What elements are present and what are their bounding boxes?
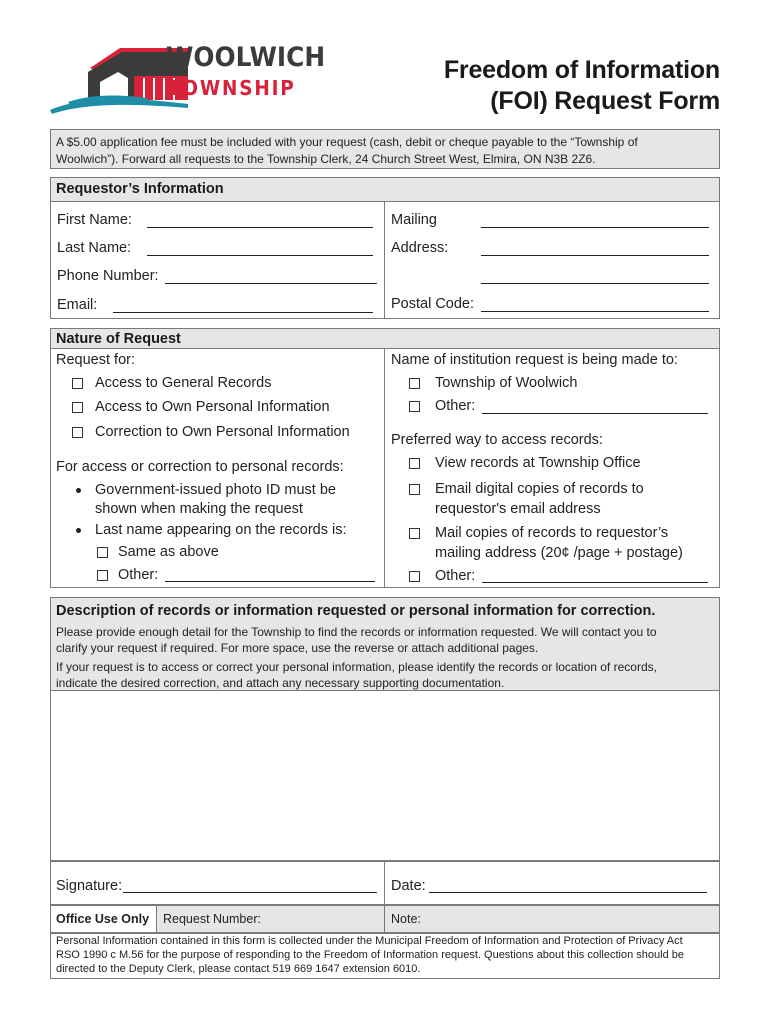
privacy-line3: directed to the Deputy Clerk, please contact 519 669 1647 extension 6010. [56, 963, 421, 975]
column-divider [384, 906, 385, 932]
last-name-on-records: Last name appearing on the records is: [95, 522, 347, 538]
description-heading-bar [51, 598, 719, 691]
institution-township: Township of Woolwich [435, 375, 578, 391]
office-use-label-cell [51, 906, 157, 932]
postal-code-label: Postal Code: [391, 296, 475, 312]
fee-notice-line2: Woolwich”). Forward all requests to the Township Clerk, 24 Church Street West, Elmira, ON N3B 2Z6. [56, 152, 596, 166]
signature-label: Signature: [56, 878, 123, 894]
phone-label: Phone Number: [57, 268, 159, 284]
signature-field[interactable] [123, 892, 377, 893]
checkbox-same-as-above[interactable] [97, 547, 108, 558]
preferred-other-field[interactable] [482, 582, 708, 583]
checkbox-institution-other[interactable] [409, 401, 420, 412]
fee-notice-line1: A $5.00 application fee must be included with your request (cash, debit or cheque payable to the “Township of [56, 135, 638, 149]
description-p2-line1: If your request is to access or correct your personal information, please identify the records or location of records, [56, 660, 657, 674]
phone-field[interactable] [165, 283, 377, 284]
option-general-records: Access to General Records [95, 375, 272, 391]
last-name-label: Last Name: [57, 240, 132, 256]
mailing-address-field-2[interactable] [481, 255, 709, 256]
photo-id-line1: Government-issued photo ID must be [95, 482, 336, 498]
privacy-line1: Personal Information contained in this form is collected under the Municipal Freedom of Information and Protection of Privacy Act [56, 935, 683, 947]
preferred-heading: Preferred way to access records: [391, 432, 603, 448]
checkbox-email-copies[interactable] [409, 484, 420, 495]
nature-heading: Nature of Request [56, 331, 181, 347]
last-name-field[interactable] [147, 255, 373, 256]
logo-township-text: TOWNSHIP [168, 76, 296, 100]
checkbox-mail-copies[interactable] [409, 528, 420, 539]
logo-woolwich-text: WOOLWICH [166, 42, 326, 73]
preferred-other-label: Other: [435, 568, 476, 584]
signature-row [50, 861, 720, 905]
office-use-label: Office Use Only [56, 912, 150, 926]
bullet-icon [76, 528, 81, 533]
institution-heading: Name of institution request is being made to: [391, 352, 678, 368]
checkbox-township-woolwich[interactable] [409, 378, 420, 389]
date-label: Date: [391, 878, 426, 894]
institution-other-label: Other: [435, 398, 476, 414]
email-field[interactable] [113, 312, 373, 313]
checkbox-correction[interactable] [72, 427, 83, 438]
first-name-label: First Name: [57, 212, 132, 228]
fee-notice [50, 129, 720, 169]
description-p1-line1: Please provide enough detail for the Township to find the records or information requested. We will contact you to [56, 625, 657, 639]
bullet-icon [76, 488, 81, 493]
woolwich-township-logo [48, 42, 326, 124]
description-heading: Description of records or information requested or personal information for correction. [56, 603, 656, 619]
name-other-label: Other: [118, 567, 159, 583]
request-number-label: Request Number: [163, 912, 261, 926]
nature-heading-bar [51, 329, 719, 349]
column-divider [384, 349, 385, 588]
checkbox-own-personal-info[interactable] [72, 402, 83, 413]
checkbox-name-other[interactable] [97, 570, 108, 581]
preferred-email-line1: Email digital copies of records to [435, 481, 644, 497]
requestor-heading: Requestor’s Information [56, 181, 224, 197]
preferred-mail-line2: mailing address (20¢ /page + postage) [435, 545, 683, 561]
description-p1-line2: clarify your request if required. For more space, use the reverse or attach additional pages. [56, 641, 539, 655]
checkbox-view-records[interactable] [409, 458, 420, 469]
option-own-personal-info: Access to Own Personal Information [95, 399, 330, 415]
request-for-label: Request for: [56, 352, 135, 368]
checkbox-preferred-other[interactable] [409, 571, 420, 582]
address-label: Address: [391, 240, 449, 256]
postal-code-field[interactable] [481, 311, 709, 312]
column-divider [384, 862, 385, 905]
privacy-notice [50, 933, 720, 979]
mailing-label: Mailing [391, 212, 437, 228]
privacy-line2: RSO 1990 c M.56 for the purpose of responding to the Freedom of Information request. Questions about this collection should be [56, 949, 684, 961]
photo-id-line2: shown when making the request [95, 501, 303, 517]
option-correction: Correction to Own Personal Information [95, 424, 350, 440]
requestor-section [50, 177, 720, 319]
description-section [50, 597, 720, 861]
email-label: Email: [57, 297, 98, 313]
description-textarea[interactable] [51, 691, 719, 861]
column-divider [384, 202, 385, 319]
institution-other-field[interactable] [482, 413, 708, 414]
preferred-view: View records at Township Office [435, 455, 641, 471]
date-field[interactable] [429, 892, 707, 893]
preferred-email-line2: requestor's email address [435, 501, 601, 517]
first-name-field[interactable] [147, 227, 373, 228]
mailing-address-field-3[interactable] [481, 283, 709, 284]
description-p2-line2: indicate the desired correction, and attach any necessary supporting documentation. [56, 676, 505, 690]
requestor-heading-bar [51, 178, 719, 202]
checkbox-general-records[interactable] [72, 378, 83, 389]
nature-of-request-section [50, 328, 720, 588]
mailing-address-field-1[interactable] [481, 227, 709, 228]
name-other-field[interactable] [165, 581, 375, 582]
personal-records-heading: For access or correction to personal records: [56, 459, 344, 475]
page-title-line2: (FOI) Request Form [490, 87, 720, 115]
page-title-line1: Freedom of Information [443, 56, 720, 84]
office-use-row [50, 905, 720, 933]
same-as-above-label: Same as above [118, 544, 219, 560]
note-label: Note: [391, 912, 421, 926]
preferred-mail-line1: Mail copies of records to requestor’s [435, 525, 669, 541]
